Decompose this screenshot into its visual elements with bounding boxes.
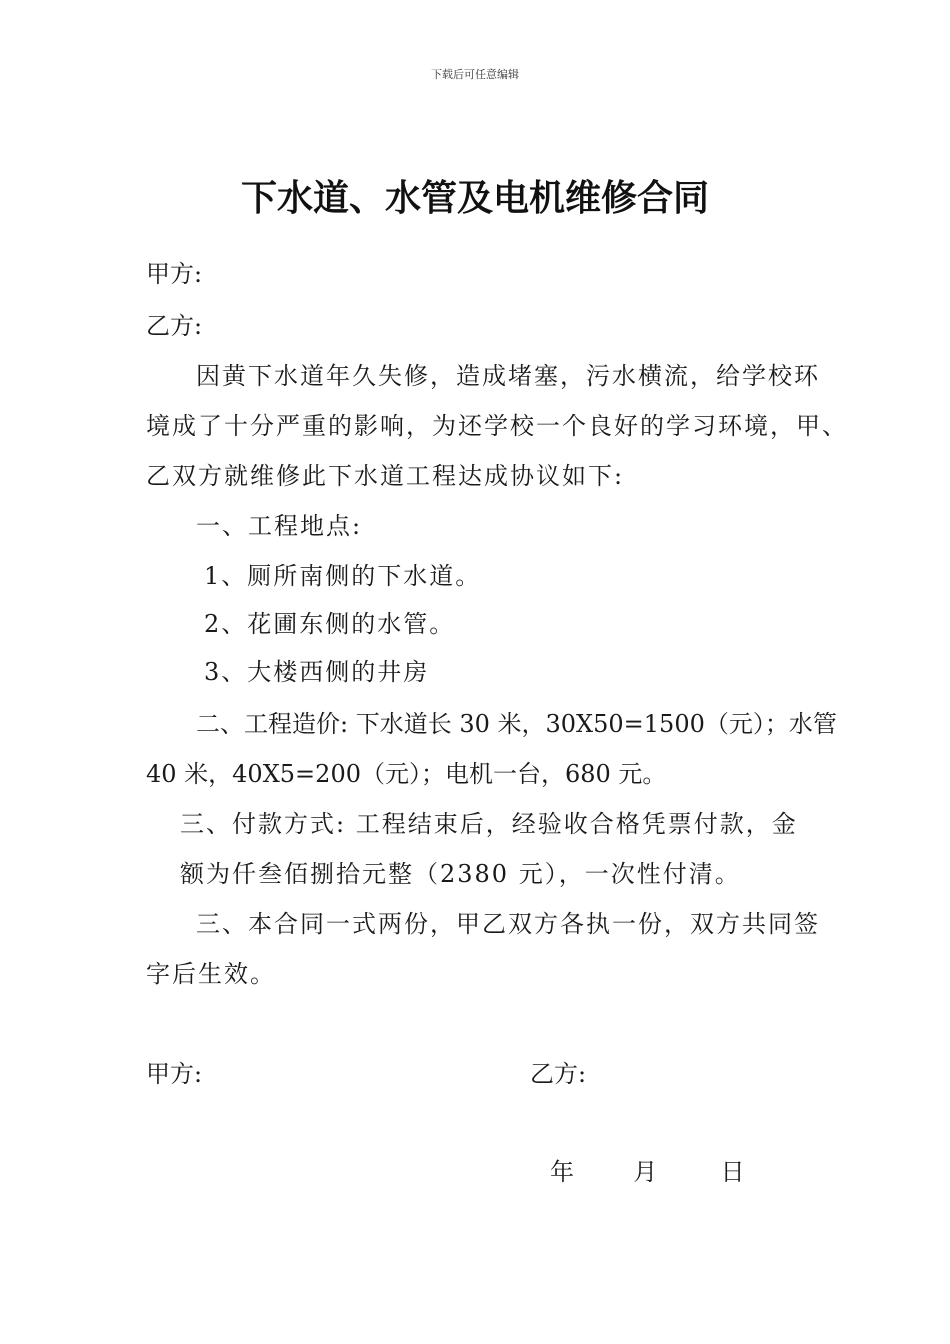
section1-heading: 一、工程地点:	[196, 512, 363, 540]
intro-line-2: 境成了十分严重的影响，为还学校一个良好的学习环境，甲、	[146, 412, 848, 440]
intro-line-1: 因黄下水道年久失修，造成堵塞，污水横流，给学校环	[196, 362, 820, 390]
header-note: 下载后可任意编辑	[431, 68, 519, 81]
signature-party-a: 甲方:	[146, 1060, 203, 1088]
date-day: 日	[720, 1158, 745, 1186]
party-b-label: 乙方:	[146, 312, 203, 340]
signature-party-b: 乙方:	[530, 1060, 587, 1088]
section3-line-1: 三、付款方式: 工程结束后，经验收合格凭票付款，金	[180, 810, 798, 838]
section1-item-3: 3、大楼西侧的井房	[204, 658, 430, 686]
section2-line-2: 40 米，40X5=200（元）；电机一台，680 元。	[146, 760, 667, 788]
section3-line-2: 额为仟叁佰捌拾元整（2380 元），一次性付清。	[180, 860, 741, 888]
document-title: 下水道、水管及电机维修合同	[240, 178, 709, 219]
section1-item-1: 1、厕所南侧的下水道。	[204, 562, 482, 590]
intro-line-3: 乙双方就维修此下水道工程达成协议如下:	[146, 462, 625, 490]
party-a-label: 甲方:	[146, 260, 203, 288]
section4-line-1: 三、本合同一式两份，甲乙双方各执一份，双方共同签	[196, 910, 820, 938]
section2-line-1: 二、工程造价: 下水道长 30 米，30X50=1500（元）；水管	[196, 710, 837, 738]
section4-line-2: 字后生效。	[146, 960, 276, 988]
date-month: 月	[633, 1158, 658, 1186]
signature-date	[550, 1156, 745, 1188]
date-year: 年	[550, 1158, 574, 1186]
section1-item-2: 2、花圃东侧的水管。	[204, 610, 456, 638]
